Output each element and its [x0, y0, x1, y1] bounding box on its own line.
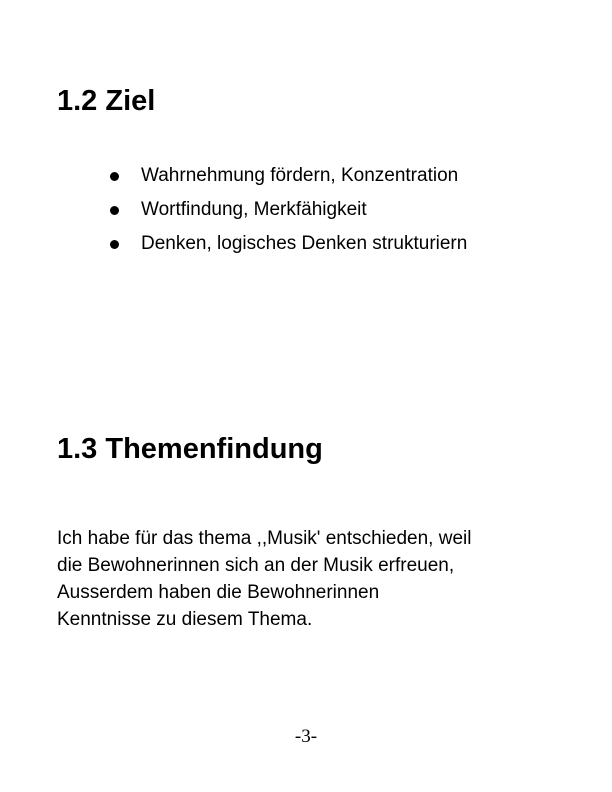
themenfindung-paragraph	[57, 525, 577, 633]
section-heading-ziel: 1.2 Ziel	[57, 85, 156, 117]
list-item-text: Wahrnehmung fördern, Konzentration	[141, 165, 459, 186]
paragraph-line: Ich habe für das thema ,,Musik' entschieden, weil	[57, 528, 472, 549]
list-item-text: Wortfindung, Merkfähigkeit	[141, 199, 367, 220]
list-item-text: Denken, logisches Denken strukturiern	[141, 233, 468, 254]
bullet-icon	[110, 206, 119, 215]
page-number: -3-	[294, 726, 318, 747]
section-heading-themenfindung: 1.3 Themenfindung	[57, 433, 323, 465]
bullet-icon	[110, 172, 119, 181]
paragraph-line: Kenntnisse zu diesem Thema.	[57, 609, 313, 630]
paragraph-line: die Bewohnerinnen sich an der Musik erfreuen,	[57, 555, 455, 576]
paragraph-line: Ausserdem haben die Bewohnerinnen	[57, 582, 380, 603]
bullet-icon	[110, 240, 119, 249]
